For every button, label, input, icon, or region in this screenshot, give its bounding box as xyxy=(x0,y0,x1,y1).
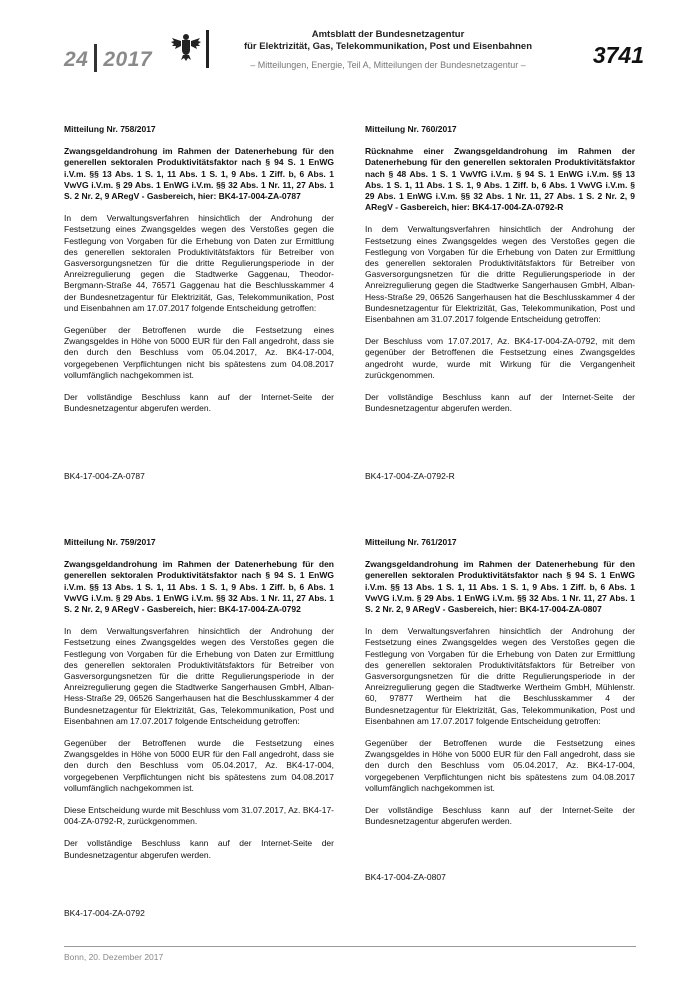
article-number: Mitteilung Nr. 760/2017 xyxy=(365,124,457,134)
article-title: Rücknahme einer Zwangsgeldandrohung im Rahmen der Datenerhebung für den generellen sektoralen Produktivitätsfaktor nach § 48 Abs. 1 S. 1 VwVfG i.V.m. § 94 S. 1 EnWG i.V.m. §§ 13 Abs. 1 S. 1, 11 Abs. 1 S. 1, 9 Abs. 1 Ziff. b, 6 Abs. 1 VwVG i.V.m. § 29 Abs. 1 EnWG i.V.m. §§ 32 Abs. 1 Nr. 11, 27 Abs. 1 S. 2 Nr. 2, 9 ARegV - Gasbereich, hier: BK4-17-004-ZA-0792-R xyxy=(365,146,635,213)
issue-year: 2017 xyxy=(103,48,153,71)
article-paragraph: Der vollständige Beschluss kann auf der Internet-Seite der Bundesnetzagentur abgerufen werden. xyxy=(64,838,334,860)
issue-number-value: 24 xyxy=(64,48,89,71)
federal-eagle-icon xyxy=(170,30,202,62)
page-number: 3741 xyxy=(592,42,644,68)
issue-number xyxy=(64,44,152,72)
article-paragraph: Gegenüber der Betroffenen wurde die Festsetzung eines Zwangsgeldes in Höhe von 5000 EUR für den Fall angedroht, dass sie den durch den Beschluss vom 05.04.2017, Az. BK4-17-004, vorgegebenen Verpflichtungen nicht bis spätestens zum 04.08.2017 vollumfänglich nachgekommen ist. xyxy=(365,738,635,793)
article-reference: BK4-17-004-ZA-0792-R xyxy=(365,471,455,481)
article-reference: BK4-17-004-ZA-0807 xyxy=(365,872,446,882)
article-paragraph: Der vollständige Beschluss kann auf der Internet-Seite der Bundesnetzagentur abgerufen werden. xyxy=(365,805,635,827)
header-divider xyxy=(206,30,209,68)
article-title: Zwangsgeldandrohung im Rahmen der Datenerhebung für den generellen sektoralen Produktivitätsfaktor nach § 94 S. 1 EnWG i.V.m. §§ 13 Abs. 1 S. 1, 11 Abs. 1 S. 1, 9 Abs. 1 Ziff. b, 6 Abs. 1 VwVG i.V.m. § 29 Abs. 1 EnWG i.V.m. §§ 32 Abs. 1 Nr. 11, 27 Abs. 1 S. 2 Nr. 2, 9 ARegV - Gasbereich, hier: BK4-17-004-ZA-0807 xyxy=(365,559,635,615)
article-paragraph: In dem Verwaltungsverfahren hinsichtlich der Androhung der Festsetzung eines Zwangsgeldes wegen des Verstoßes gegen die Festlegung von Vorgaben für die Erhebung von Daten zur Ermittlung des generellen sektoralen Produktivitätsfaktors für Betreiber von Gasversorgungsnetzen für die dritte Regulierungsperiode in der Anreizregulierung gegen die Stadtwerke Wertheim GmbH, Mühlenstr. 60, 97877 Wertheim hat die Beschlusskammer 4 der Bundesnetzagentur für Elektrizität, Gas, Telekommunikation, Post und Eisenbahnen am 17.07.2017 folgende Entscheidung getroffen: xyxy=(365,626,635,726)
article-761 xyxy=(365,537,635,838)
article-number: Mitteilung Nr. 758/2017 xyxy=(64,124,156,134)
publication-subtitle: – Mitteilungen, Energie, Teil A, Mitteilungen der Bundesnetzagentur – xyxy=(250,60,526,70)
article-760 xyxy=(365,124,635,425)
article-paragraph: Gegenüber der Betroffenen wurde die Festsetzung eines Zwangsgeldes in Höhe von 5000 EUR für den Fall angedroht, dass sie den durch den Beschluss vom 05.04.2017, Az. BK4-17-004, vorgegebenen Verpflichtungen nicht bis spätestens zum 04.08.2017 vollumfänglich nachgekommen ist. xyxy=(64,738,334,793)
issue-divider xyxy=(94,44,97,72)
article-758 xyxy=(64,124,334,425)
article-paragraph: Diese Entscheidung wurde mit Beschluss vom 31.07.2017, Az. BK4-17-004-ZA-0792-R, zurückgenommen. xyxy=(64,805,334,827)
article-title: Zwangsgeldandrohung im Rahmen der Datenerhebung für den generellen sektoralen Produktivitätsfaktor nach § 94 S. 1 EnWG i.V.m. §§ 13 Abs. 1 S. 1, 11 Abs. 1 S. 1, 9 Abs. 1 Ziff. b, 6 Abs. 1 VwVG i.V.m. § 29 Abs. 1 EnWG i.V.m. §§ 32 Abs. 1 Nr. 11, 27 Abs. 1 S. 2 Nr. 2, 9 ARegV - Gasbereich, hier: BK4-17-004-ZA-0787 xyxy=(64,146,334,202)
article-number: Mitteilung Nr. 759/2017 xyxy=(64,537,156,547)
article-paragraph: Gegenüber der Betroffenen wurde die Festsetzung eines Zwangsgeldes in Höhe von 5000 EUR für den Fall angedroht, dass sie den durch den Beschluss vom 05.04.2017, Az. BK4-17-004, vorgegebenen Verpflichtungen nicht bis spätestens zum 04.08.2017 vollumfänglich nachgekommen ist. xyxy=(64,325,334,380)
article-paragraph: In dem Verwaltungsverfahren hinsichtlich der Androhung der Festsetzung eines Zwangsgeldes wegen des Verstoßes gegen die Festlegung von Vorgaben für die Erhebung von Daten zur Ermittlung des generellen sektoralen Produktivitätsfaktors für Betreiber von Gasversorgungsnetzen für die dritte Regulierungsperiode in der Anreizregulierung gegen die Stadtwerke Sangerhausen GmbH, Alban-Hess-Straße 29, 06526 Sangerhausen hat die Beschlusskammer 4 der Bundesnetzagentur für Elektrizität, Gas, Telekommunikation, Post und Eisenbahnen am 31.07.2017 folgende Entscheidung getroffen: xyxy=(365,224,635,325)
article-paragraph: Der vollständige Beschluss kann auf der Internet-Seite der Bundesnetzagentur abgerufen werden. xyxy=(64,392,334,414)
article-title: Zwangsgeldandrohung im Rahmen der Datenerhebung für den generellen sektoralen Produktivitätsfaktor nach § 94 S. 1 EnWG i.V.m. §§ 13 Abs. 1 S. 1, 11 Abs. 1 S. 1, 9 Abs. 1 Ziff. b, 6 Abs. 1 VwVG i.V.m. § 29 Abs. 1 EnWG i.V.m. §§ 32 Abs. 1 Nr. 11, 27 Abs. 1 S. 2 Nr. 2, 9 ARegV - Gasbereich, hier: BK4-17-004-ZA-0792 xyxy=(64,559,334,615)
publication-title-line1: Amtsblatt der Bundesnetzagentur xyxy=(311,29,465,40)
footer-place-date: Bonn, 20. Dezember 2017 xyxy=(64,952,164,962)
article-paragraph: Der vollständige Beschluss kann auf der Internet-Seite der Bundesnetzagentur abgerufen werden. xyxy=(365,392,635,414)
article-759 xyxy=(64,537,334,872)
article-reference: BK4-17-004-ZA-0787 xyxy=(64,471,145,481)
article-paragraph: In dem Verwaltungsverfahren hinsichtlich der Androhung der Festsetzung eines Zwangsgeldes wegen des Verstoßes gegen die Festlegung von Vorgaben für die Erhebung von Daten zur Ermittlung des generellen sektoralen Produktivitätsfaktors für Betreiber von Gasversorgungsnetzen für die dritte Regulierungsperiode in der Anreizregulierung gegen die Stadtwerke Gaggenau, Theodor-Bergmann-Straße 44, 76571 Gaggenau hat die Beschlusskammer 4 der Bundesnetzagentur für Elektrizität, Gas, Telekommunikation, Post und Eisenbahnen am 17.07.2017 folgende Entscheidung getroffen: xyxy=(64,213,334,313)
article-reference: BK4-17-004-ZA-0792 xyxy=(64,908,145,918)
article-paragraph: Der Beschluss vom 17.07.2017, Az. BK4-17-004-ZA-0792, mit dem gegenüber der Betroffenen die Festsetzung eines Zwangsgeldes angedroht wurde, wurde mit Wirkung für die Vergangenheit zurückgenommen. xyxy=(365,336,635,380)
article-paragraph: In dem Verwaltungsverfahren hinsichtlich der Androhung der Festsetzung eines Zwangsgeldes wegen des Verstoßes gegen die Festlegung von Vorgaben für die Erhebung von Daten zur Ermittlung des generellen sektoralen Produktivitätsfaktors für Betreiber von Gasversorgungsnetzen für die dritte Regulierungsperiode in der Anreizregulierung gegen die Stadtwerke Sangerhausen GmbH, Alban-Hess-Straße 29, 06526 Sangerhausen hat die Beschlusskammer 4 der Bundesnetzagentur für Elektrizität, Gas, Telekommunikation, Post und Eisenbahnen am 17.07.2017 folgende Entscheidung getroffen: xyxy=(64,626,334,726)
article-number: Mitteilung Nr. 761/2017 xyxy=(365,537,457,547)
publication-title xyxy=(218,29,558,53)
publication-title-line2: für Elektrizität, Gas, Telekommunikation, Post und Eisenbahnen xyxy=(243,41,533,52)
footer-divider xyxy=(64,946,636,947)
